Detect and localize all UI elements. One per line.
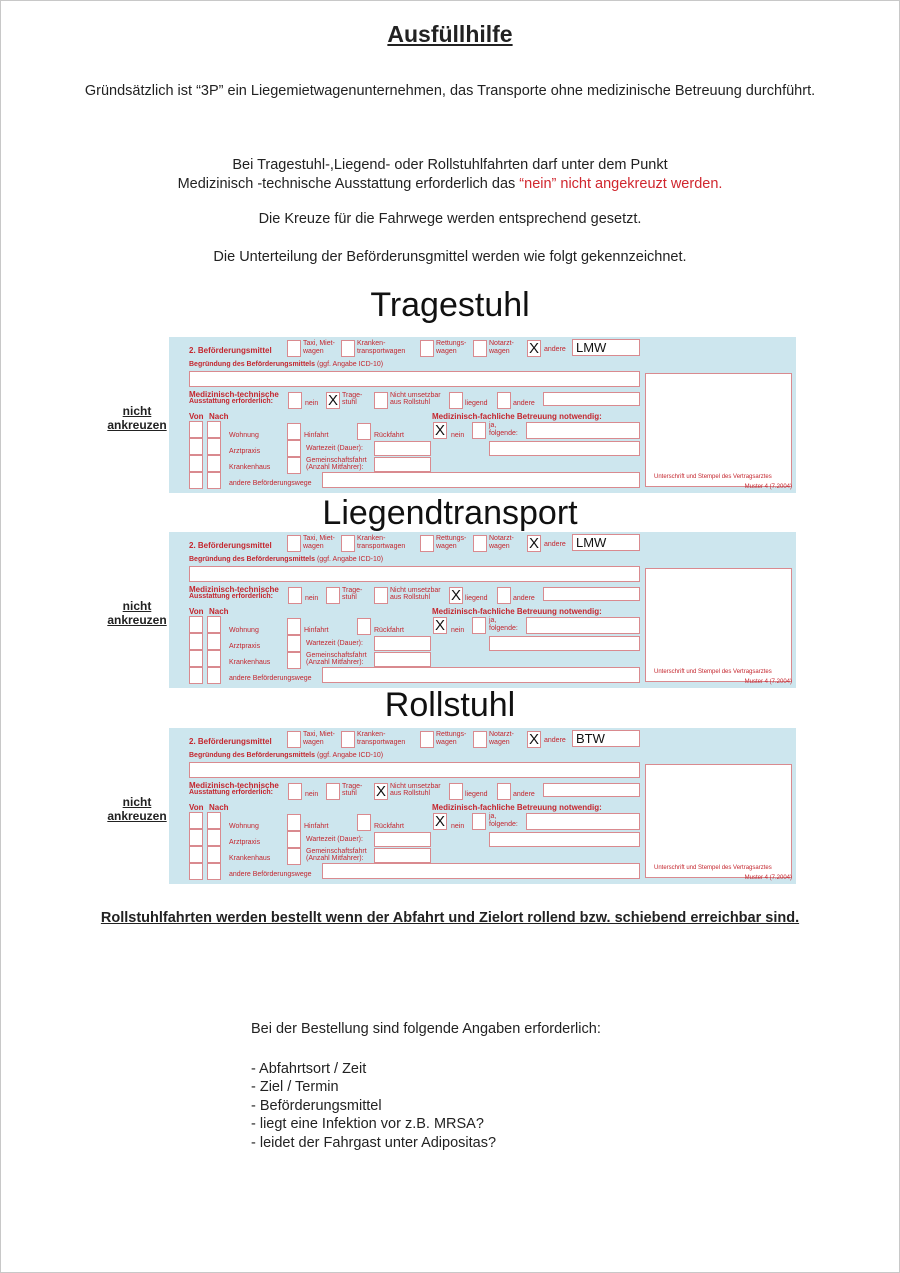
label-andere: andere [544, 541, 566, 548]
label-rueckfahrt: Rückfahrt [374, 823, 404, 830]
checkbox-nach-wohnung[interactable] [207, 421, 221, 438]
begruendung-text: Begründung des Beförderungsmittels [189, 361, 316, 368]
checkbox-von-arztpraxis[interactable] [189, 633, 203, 650]
label-andere: andere [544, 737, 566, 744]
mitfahrer-field[interactable] [374, 652, 431, 667]
checkbox-nach-andere[interactable] [207, 667, 221, 684]
checkbox-betreuung-nein[interactable]: X [434, 617, 445, 634]
label-notarzt-2: wagen [489, 543, 510, 550]
checkbox-andere-medtech[interactable] [497, 587, 511, 604]
andere-code-field[interactable] [572, 339, 640, 356]
label-arztpraxis: Arztpraxis [229, 839, 261, 846]
label-kranken: Kranken- [357, 340, 386, 347]
checkbox-liegend[interactable]: X [450, 587, 461, 604]
transport-form [169, 728, 796, 884]
label-gemeinschaft: Gemeinschaftsfahrt [306, 652, 367, 659]
label-andere-wege: andere Beförderungswege [229, 871, 312, 878]
checkbox-krankentransport[interactable] [341, 731, 355, 748]
label-nein: nein [305, 400, 319, 407]
form-section-label: 2. Beförderungsmittel [189, 541, 272, 550]
label-aus-rollstuhl: aus Rollstuhl [390, 399, 431, 406]
checkbox-nach-wohnung[interactable] [207, 616, 221, 633]
begruendung-field[interactable] [189, 371, 640, 387]
mitfahrer-field[interactable] [374, 457, 431, 472]
checkbox-von-wohnung[interactable] [189, 421, 203, 438]
checkbox-nein-medtech[interactable] [288, 587, 302, 604]
label-nach: Nach [209, 607, 229, 616]
label-aus-rollstuhl: aus Rollstuhl [390, 594, 431, 601]
label-ja: ja, [489, 813, 497, 820]
checkbox-nicht-umsetzbar[interactable] [374, 587, 388, 604]
checkbox-rueckfahrt[interactable] [357, 618, 371, 635]
checkbox-von-krankenhaus[interactable] [189, 650, 203, 667]
label-nach: Nach [209, 412, 229, 421]
label-wohnung: Wohnung [229, 432, 259, 439]
label-andere-wege: andere Beförderungswege [229, 675, 312, 682]
requirement-item: - Ziel / Termin [251, 1079, 339, 1095]
label-liegend: liegend [465, 791, 488, 798]
checkbox-liegend[interactable] [449, 783, 463, 800]
checkbox-andere[interactable]: X [528, 535, 539, 552]
checkbox-nicht-umsetzbar[interactable]: X [375, 783, 386, 800]
label-rettungs: Rettungs- [436, 535, 467, 542]
checkbox-betreuung-nein[interactable]: X [434, 813, 445, 830]
label-mitfahrer: (Anzahl Mitfahrer): [306, 855, 364, 862]
label-rueckfahrt: Rückfahrt [374, 432, 404, 439]
label-betreuung: Medizinisch-fachliche Betreuung notwendig: [432, 803, 602, 812]
label-folgende: folgende: [489, 625, 518, 632]
checkbox-wartezeit[interactable] [287, 440, 301, 457]
label-rettungs-2: wagen [436, 348, 457, 355]
checkbox-gemeinschaft[interactable] [287, 652, 301, 669]
checkbox-gemeinschaft[interactable] [287, 457, 301, 474]
crosses-note: Die Kreuze für die Fahrwege werden entsprechend gesetzt. [258, 211, 642, 227]
wartezeit-field[interactable] [374, 832, 431, 847]
label-notarzt: Notarzt- [489, 340, 514, 347]
checkbox-von-wohnung[interactable] [189, 616, 203, 633]
checkbox-gemeinschaft[interactable] [287, 848, 301, 865]
label-notarzt: Notarzt- [489, 535, 514, 542]
checkbox-taxi[interactable] [287, 340, 301, 357]
requirement-item: - Beförderungsmittel [251, 1097, 382, 1114]
label-von: Von [189, 803, 204, 812]
label-rettungs-2: wagen [436, 543, 457, 550]
checkbox-nach-arztpraxis[interactable] [207, 829, 221, 846]
checkbox-rueckfahrt[interactable] [357, 814, 371, 831]
label-andere-medtech: andere [513, 791, 535, 798]
signature-box[interactable] [645, 373, 792, 487]
requirements-intro: Bei der Bestellung sind folgende Angaben erforderlich: [251, 1021, 601, 1037]
section-title: Tragestuhl [370, 286, 530, 324]
andere-medtech-field[interactable] [543, 392, 640, 406]
requirement-item: - leidet der Fahrgast unter Adipositas? [251, 1134, 497, 1151]
label-gemeinschaft: Gemeinschaftsfahrt [306, 848, 367, 855]
label-betreuung-nein: nein [451, 432, 465, 439]
label-stuhl: stuhl [342, 790, 357, 797]
checkbox-taxi[interactable] [287, 535, 301, 552]
checkbox-nach-krankenhaus[interactable] [207, 650, 221, 667]
begruendung-text: Begründung des Beförderungsmittels [189, 752, 316, 759]
label-medtech: Medizinisch-technische [189, 781, 279, 790]
label-kranken-2: transportwagen [357, 543, 406, 550]
label-folgende: folgende: [489, 430, 518, 437]
label-kranken-2: transportwagen [357, 348, 406, 355]
checkbox-hinfahrt[interactable] [287, 618, 301, 635]
begruendung-hint: (ggf. Angabe ICD-10) [315, 556, 384, 563]
label-taxi-2: wagen [303, 348, 324, 355]
label-medtech-2: Ausstattung erforderlich: [189, 593, 274, 600]
andere-wege-field[interactable] [322, 863, 640, 879]
checkbox-nach-andere[interactable] [207, 863, 221, 880]
label-wohnung: Wohnung [229, 627, 259, 634]
label-krankenhaus: Krankenhaus [229, 464, 271, 471]
label-andere-medtech: andere [513, 595, 535, 602]
transport-form [169, 337, 796, 493]
checkbox-von-andere[interactable] [189, 863, 203, 880]
label-von: Von [189, 412, 204, 421]
checkbox-wartezeit[interactable] [287, 831, 301, 848]
label-kranken-2: transportwagen [357, 739, 406, 746]
label-arztpraxis: Arztpraxis [229, 448, 261, 455]
instruction-red-period: . [718, 176, 723, 192]
label-betreuung-nein: nein [451, 627, 465, 634]
label-hinfahrt: Hinfahrt [304, 823, 329, 830]
label-stuhl: stuhl [342, 594, 357, 601]
label-kranken: Kranken- [357, 535, 386, 542]
checkbox-betreuung-ja[interactable] [472, 813, 486, 830]
label-taxi: Taxi, Miet- [303, 731, 335, 738]
page-title: Ausfüllhilfe [387, 21, 513, 47]
label-medtech-2: Ausstattung erforderlich: [189, 789, 274, 796]
checkbox-von-krankenhaus[interactable] [189, 455, 203, 472]
label-betreuung: Medizinisch-fachliche Betreuung notwendig: [432, 412, 602, 421]
categories-note: Die Unterteilung der Beförderunsgmittel werden wie folgt gekennzeichnet. [213, 249, 687, 265]
checkbox-taxi[interactable] [287, 731, 301, 748]
checkbox-andere-medtech[interactable] [497, 392, 511, 409]
label-liegend: liegend [465, 595, 488, 602]
label-stuhl: stuhl [342, 399, 357, 406]
label-nicht-umsetzbar: Nicht umsetzbar [390, 392, 441, 399]
checkbox-notarztwagen[interactable] [473, 535, 487, 552]
checkbox-von-andere[interactable] [189, 472, 203, 489]
wartezeit-field[interactable] [374, 441, 431, 456]
label-betreuung-nein: nein [451, 823, 465, 830]
label-andere: andere [544, 346, 566, 353]
checkbox-rettungswagen[interactable] [420, 731, 434, 748]
checkbox-krankentransport[interactable] [341, 340, 355, 357]
wartezeit-field[interactable] [374, 636, 431, 651]
label-medtech: Medizinisch-technische [189, 585, 279, 594]
checkbox-betreuung-ja[interactable] [472, 422, 486, 439]
checkbox-nein-medtech[interactable] [288, 392, 302, 409]
label-nein: nein [305, 595, 319, 602]
checkbox-wartezeit[interactable] [287, 635, 301, 652]
label-aus-rollstuhl: aus Rollstuhl [390, 790, 431, 797]
label-mitfahrer: (Anzahl Mitfahrer): [306, 464, 364, 471]
begruendung-field[interactable] [189, 566, 640, 582]
requirements-block [251, 1020, 601, 1152]
betreuung-field[interactable] [526, 617, 640, 634]
label-unterschrift: Unterschrift und Stempel des Vertragsarztes [654, 669, 772, 675]
requirements-list [251, 1060, 601, 1153]
nicht-ankreuzen-label [97, 599, 177, 627]
label-folgende: folgende: [489, 821, 518, 828]
label-wohnung: Wohnung [229, 823, 259, 830]
nicht-text: nicht [122, 599, 152, 613]
label-hinfahrt: Hinfahrt [304, 627, 329, 634]
signature-box[interactable] [645, 764, 792, 878]
label-nein: nein [305, 791, 319, 798]
andere-medtech-field[interactable] [543, 783, 640, 797]
checkbox-hinfahrt[interactable] [287, 423, 301, 440]
nicht-text: nicht [122, 404, 152, 418]
checkbox-hinfahrt[interactable] [287, 814, 301, 831]
ankreuzen-text: ankreuzen [107, 809, 167, 823]
andere-wege-field[interactable] [322, 667, 640, 683]
begruendung-hint: (ggf. Angabe ICD-10) [315, 361, 384, 368]
checkbox-tragestuhl[interactable] [326, 783, 340, 800]
label-ja: ja, [489, 422, 497, 429]
label-nicht-umsetzbar: Nicht umsetzbar [390, 783, 441, 790]
label-trage: Trage- [342, 392, 363, 399]
checkbox-notarztwagen[interactable] [473, 340, 487, 357]
checkbox-von-wohnung[interactable] [189, 812, 203, 829]
label-rueckfahrt: Rückfahrt [374, 627, 404, 634]
instruction-line-2 [1, 175, 899, 194]
label-rettungs-2: wagen [436, 739, 457, 746]
checkbox-nicht-umsetzbar[interactable] [374, 392, 388, 409]
checkbox-von-arztpraxis[interactable] [189, 438, 203, 455]
label-kranken: Kranken- [357, 731, 386, 738]
begruendung-text: Begründung des Beförderungsmittels [189, 556, 316, 563]
checkbox-nach-krankenhaus[interactable] [207, 455, 221, 472]
label-rettungs: Rettungs- [436, 340, 467, 347]
label-notarzt: Notarzt- [489, 731, 514, 738]
label-betreuung: Medizinisch-fachliche Betreuung notwendig: [432, 607, 602, 616]
vehicle-code: LMW [576, 340, 607, 355]
checkbox-andere[interactable]: X [528, 340, 539, 357]
betreuung-field-2[interactable] [489, 636, 640, 651]
label-liegend: liegend [465, 400, 488, 407]
label-krankenhaus: Krankenhaus [229, 855, 271, 862]
label-unterschrift: Unterschrift und Stempel des Vertragsarztes [654, 865, 772, 871]
checkbox-rettungswagen[interactable] [420, 535, 434, 552]
betreuung-field[interactable] [526, 813, 640, 830]
checkbox-tragestuhl[interactable] [326, 587, 340, 604]
label-krankenhaus: Krankenhaus [229, 659, 271, 666]
checkbox-nach-arztpraxis[interactable] [207, 633, 221, 650]
label-medtech-2: Ausstattung erforderlich: [189, 398, 274, 405]
label-taxi-2: wagen [303, 739, 324, 746]
label-von: Von [189, 607, 204, 616]
instruction-paragraph [1, 156, 899, 194]
instruction-line-2-text: Medizinisch -technische Ausstattung erforderlich das [177, 176, 520, 192]
nicht-text: nicht [122, 795, 152, 809]
label-nicht-umsetzbar: Nicht umsetzbar [390, 587, 441, 594]
checkbox-rettungswagen[interactable] [420, 340, 434, 357]
andere-code-field[interactable] [572, 730, 640, 747]
label-notarzt-2: wagen [489, 348, 510, 355]
label-wartezeit: Wartezeit (Dauer): [306, 445, 363, 452]
mitfahrer-field[interactable] [374, 848, 431, 863]
transport-form [169, 532, 796, 688]
label-taxi: Taxi, Miet- [303, 535, 335, 542]
label-arztpraxis: Arztpraxis [229, 643, 261, 650]
checkbox-liegend[interactable] [449, 392, 463, 409]
checkbox-nach-andere[interactable] [207, 472, 221, 489]
ankreuzen-text: ankreuzen [107, 613, 167, 627]
label-nach: Nach [209, 803, 229, 812]
label-mitfahrer: (Anzahl Mitfahrer): [306, 659, 364, 666]
checkbox-von-andere[interactable] [189, 667, 203, 684]
label-trage: Trage- [342, 587, 363, 594]
label-gemeinschaft: Gemeinschaftsfahrt [306, 457, 367, 464]
checkbox-betreuung-nein[interactable]: X [434, 422, 445, 439]
form-section-label: 2. Beförderungsmittel [189, 737, 272, 746]
checkbox-nach-krankenhaus[interactable] [207, 846, 221, 863]
section-title: Liegendtransport [322, 494, 578, 532]
label-unterschrift: Unterschrift und Stempel des Vertragsarztes [654, 474, 772, 480]
betreuung-field-2[interactable] [489, 832, 640, 847]
begruendung-label [189, 752, 383, 760]
andere-wege-field[interactable] [322, 472, 640, 488]
label-taxi: Taxi, Miet- [303, 340, 335, 347]
begruendung-hint: (ggf. Angabe ICD-10) [315, 752, 384, 759]
section-title: Rollstuhl [384, 686, 516, 724]
label-andere-wege: andere Beförderungswege [229, 480, 312, 487]
label-andere-medtech: andere [513, 400, 535, 407]
signature-box[interactable] [645, 568, 792, 682]
instruction-line-1: Bei Tragestuhl-,Liegend- oder Rollstuhlfahrten darf unter dem Punkt [232, 157, 668, 173]
label-wartezeit: Wartezeit (Dauer): [306, 640, 363, 647]
label-wartezeit: Wartezeit (Dauer): [306, 836, 363, 843]
vehicle-code: LMW [576, 535, 607, 550]
intro-text: Gründsätzlich ist “3P” ein Liegemietwagenunternehmen, das Transporte ohne medizinische Betreuung durchführt. [84, 83, 816, 99]
label-rettungs: Rettungs- [436, 731, 467, 738]
label-notarzt-2: wagen [489, 739, 510, 746]
label-taxi-2: wagen [303, 543, 324, 550]
nicht-ankreuzen-label [97, 404, 177, 432]
begruendung-label [189, 361, 383, 369]
checkbox-von-arztpraxis[interactable] [189, 829, 203, 846]
vehicle-code: BTW [576, 731, 605, 746]
checkbox-nein-medtech[interactable] [288, 783, 302, 800]
checkbox-krankentransport[interactable] [341, 535, 355, 552]
muster-label: Muster 4 (7.2004) [744, 679, 792, 685]
betreuung-field[interactable] [526, 422, 640, 439]
betreuung-field-2[interactable] [489, 441, 640, 456]
label-ja: ja, [489, 617, 497, 624]
rollstuhl-note: Rollstuhlfahrten werden bestellt wenn der Abfahrt und Zielort rollend bzw. schiebend erreichbar sind. [100, 910, 800, 926]
begruendung-field[interactable] [189, 762, 640, 778]
form-section-label: 2. Beförderungsmittel [189, 346, 272, 355]
checkbox-andere-medtech[interactable] [497, 783, 511, 800]
label-trage: Trage- [342, 783, 363, 790]
checkbox-rueckfahrt[interactable] [357, 423, 371, 440]
label-hinfahrt: Hinfahrt [304, 432, 329, 439]
label-medtech: Medizinisch-technische [189, 390, 279, 399]
begruendung-label [189, 556, 383, 564]
andere-code-field[interactable] [572, 534, 640, 551]
checkbox-tragestuhl[interactable]: X [327, 392, 338, 409]
requirement-item: - Abfahrtsort / Zeit [251, 1060, 367, 1077]
nicht-ankreuzen-label [97, 795, 177, 823]
muster-label: Muster 4 (7.2004) [744, 875, 792, 881]
checkbox-nach-arztpraxis[interactable] [207, 438, 221, 455]
checkbox-betreuung-ja[interactable] [472, 617, 486, 634]
requirement-item: - liegt eine Infektion vor z.B. MRSA? [251, 1116, 484, 1132]
muster-label: Muster 4 (7.2004) [744, 484, 792, 490]
instruction-red-text: “nein” nicht angekreuzt werden [519, 176, 719, 192]
checkbox-nach-wohnung[interactable] [207, 812, 221, 829]
checkbox-andere[interactable]: X [528, 731, 539, 748]
ankreuzen-text: ankreuzen [107, 418, 167, 432]
andere-medtech-field[interactable] [543, 587, 640, 601]
checkbox-notarztwagen[interactable] [473, 731, 487, 748]
checkbox-von-krankenhaus[interactable] [189, 846, 203, 863]
